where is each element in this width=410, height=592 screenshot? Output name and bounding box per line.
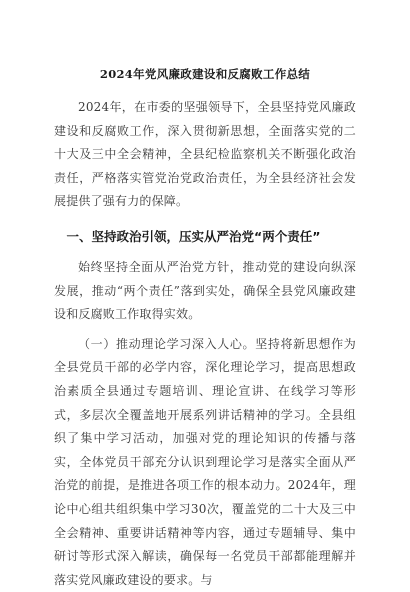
subsection-paragraph: （一）推动理论学习深入人心。坚持将新思想作为全县党员干部的必学内容，深化理论学习，提高思想政治素质全县通过专题培训、理论宣讲、在线学习等形式，多层次全覆盖地开展系列讲话精神的学习。全县组织了集中学习活动，加强对党的理论知识的传播与落实，全体党员干部充分认识到理论学习是落实全面从严治党的前提，是推进各项工作的根本动力。2024年，理论中心组共组织集中学习30次，覆盖党的二十大及三中全会精神、重要讲话精神等内容，通过专题辅导、集中研讨等形式深入解读，确保每一名党员干部都能理解并落实党风廉政建设的要求。与 <box>54 336 356 587</box>
section-intro-paragraph: 始终坚持全面从严治党方针，推动党的建设向纵深发展，推动“两个责任”落到实处，确保全县党风廉政建设和反腐败工作取得实效。 <box>54 259 356 322</box>
section-heading: 一、坚持政治引领，压实从严治党“两个责任” <box>66 228 321 244</box>
intro-paragraph: 2024年，在市委的坚强领导下，全县坚持党风廉政建设和反腐败工作，深入贯彻新思想，全面落实党的二十大及三中全会精神，全县纪检监察机关不断强化政治责任，严格落实管党治党政治责任，为全县经济社会发展提供了强有力的保障。 <box>54 100 356 209</box>
document-title: 2024年党风廉政建设和反腐败工作总结 <box>99 67 311 81</box>
